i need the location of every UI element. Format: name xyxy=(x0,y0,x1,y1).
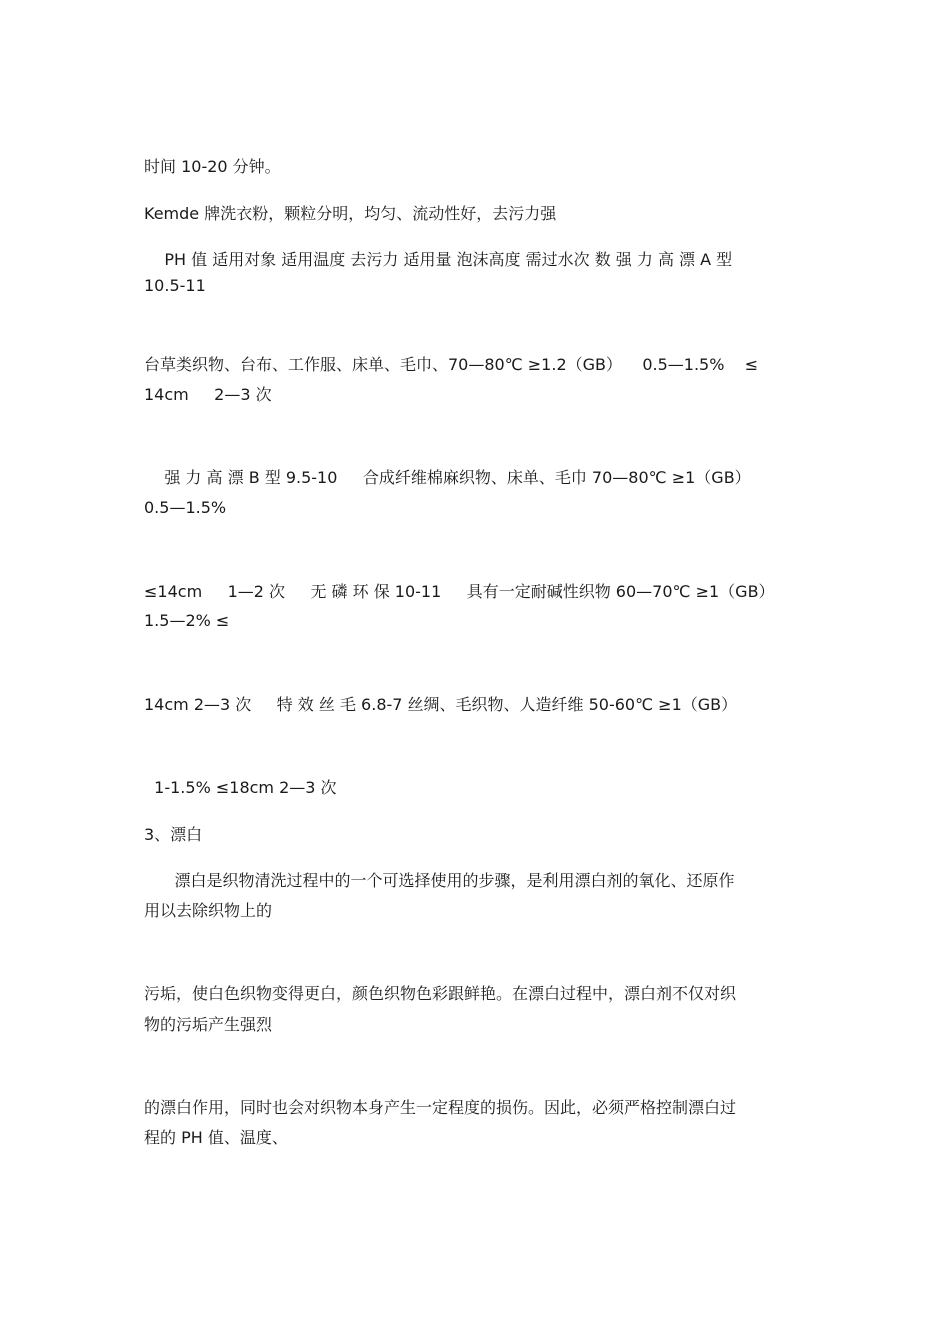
text-line: 1-1.5% ≤18cm 2—3 次 xyxy=(144,778,337,797)
text-line: 污垢，使白色织物变得更白，颜色织物色彩跟鲜艳。在漂白过程中，漂白剂不仅对织 xyxy=(144,984,737,1003)
text-line: Kemde 牌洗衣粉，颗粒分明，均匀、流动性好，去污力强 xyxy=(144,204,557,223)
text-line: PH 值 适用对象 适用温度 去污力 适用量 泡沫高度 需过水次 数 强 力 高 漂 A 型 xyxy=(144,250,733,269)
text-line: 漂白是织物清洗过程中的一个可选择使用的步骤，是利用漂白剂的氧化、还原作 xyxy=(144,871,735,890)
text-line: 物的污垢产生强烈 xyxy=(144,1015,273,1034)
text-line: 强 力 高 漂 B 型 9.5-10 合成纤维棉麻织物、床单、毛巾 70—80℃ ≥1（GB） xyxy=(144,468,751,487)
text-line: 0.5—1.5% xyxy=(144,498,227,517)
text-line: 的漂白作用，同时也会对织物本身产生一定程度的损伤。因此，必须严格控制漂白过 xyxy=(144,1098,737,1117)
section-heading: 3、漂白 xyxy=(144,825,203,844)
text-line: 用以去除织物上的 xyxy=(144,901,273,920)
text-line: 台草类织物、台布、工作服、床单、毛巾、70—80℃ ≥1.2（GB） 0.5—1.5% ≤ xyxy=(144,355,759,374)
text-line: ≤14cm 1—2 次 无 磷 环 保 10-11 具有一定耐碱性织物 60—70℃ ≥1（GB） xyxy=(144,582,775,601)
text-line: 1.5—2% ≤ xyxy=(144,611,230,630)
text-line: 10.5-11 xyxy=(144,276,206,295)
text-line: 时间 10-20 分钟。 xyxy=(144,157,281,176)
text-line: 14cm 2—3 次 xyxy=(144,385,272,404)
text-line: 程的 PH 值、温度、 xyxy=(144,1128,288,1147)
text-line: 14cm 2—3 次 特 效 丝 毛 6.8-7 丝绸、毛织物、人造纤维 50-60℃ ≥1（GB） xyxy=(144,695,738,714)
